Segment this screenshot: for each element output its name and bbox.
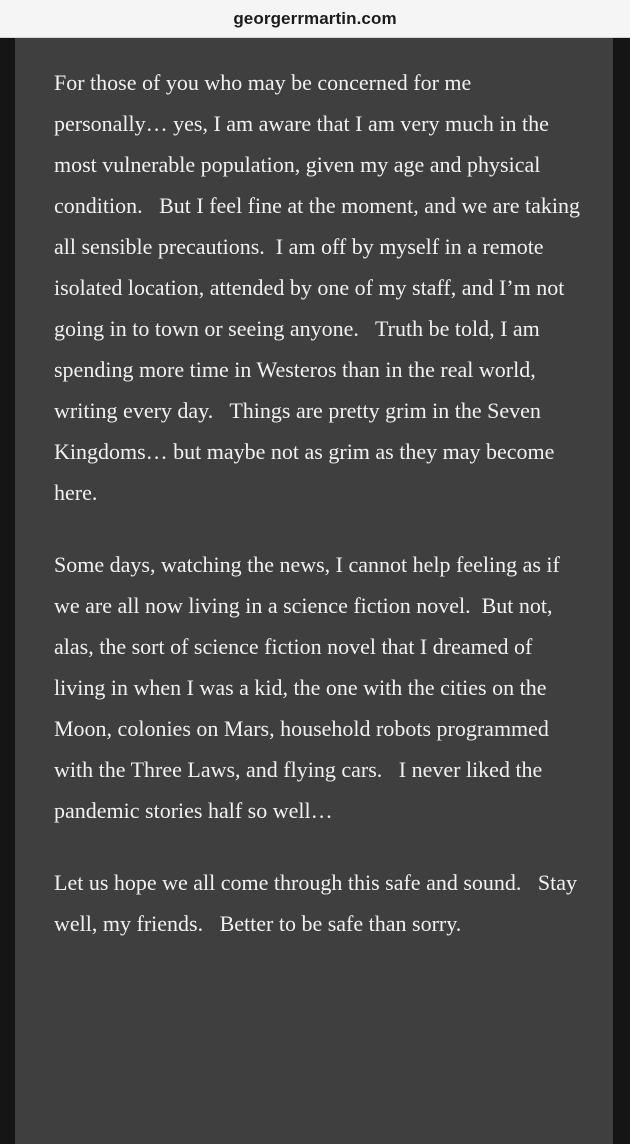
article-paragraph: Some days, watching the news, I cannot help feeling as if we are all now living in a science fiction novel. But not, alas, the sort of science fiction novel that I dreamed of living in when I was a kid, the one with the cities on the Moon, colonies on Mars, household robots programmed with the Three Laws, and flying cars. I never liked the pandemic stories half so well… bbox=[54, 552, 566, 823]
article-content bbox=[15, 38, 613, 1144]
address-bar[interactable] bbox=[0, 0, 630, 38]
article-paragraph: Let us hope we all come through this safe and sound. Stay well, my friends. Better to be safe than sorry. bbox=[54, 870, 583, 936]
article-paragraph: For those of you who may be concerned for me personally… yes, I am aware that I am very much in the most vulnerable population, given my age and physical condition. But I feel fine at the moment, and we are taking all sensible precautions. I am off by myself in a remote isolated location, attended by one of my staff, and I’m not going in to town or seeing anyone. Truth be told, I am spending more time in Westeros than in the real world, writing every day. Things are pretty grim in the Seven Kingdoms… but maybe not as grim as they may become here. bbox=[54, 70, 586, 505]
url-text[interactable]: georgerrmartin.com bbox=[233, 8, 397, 28]
